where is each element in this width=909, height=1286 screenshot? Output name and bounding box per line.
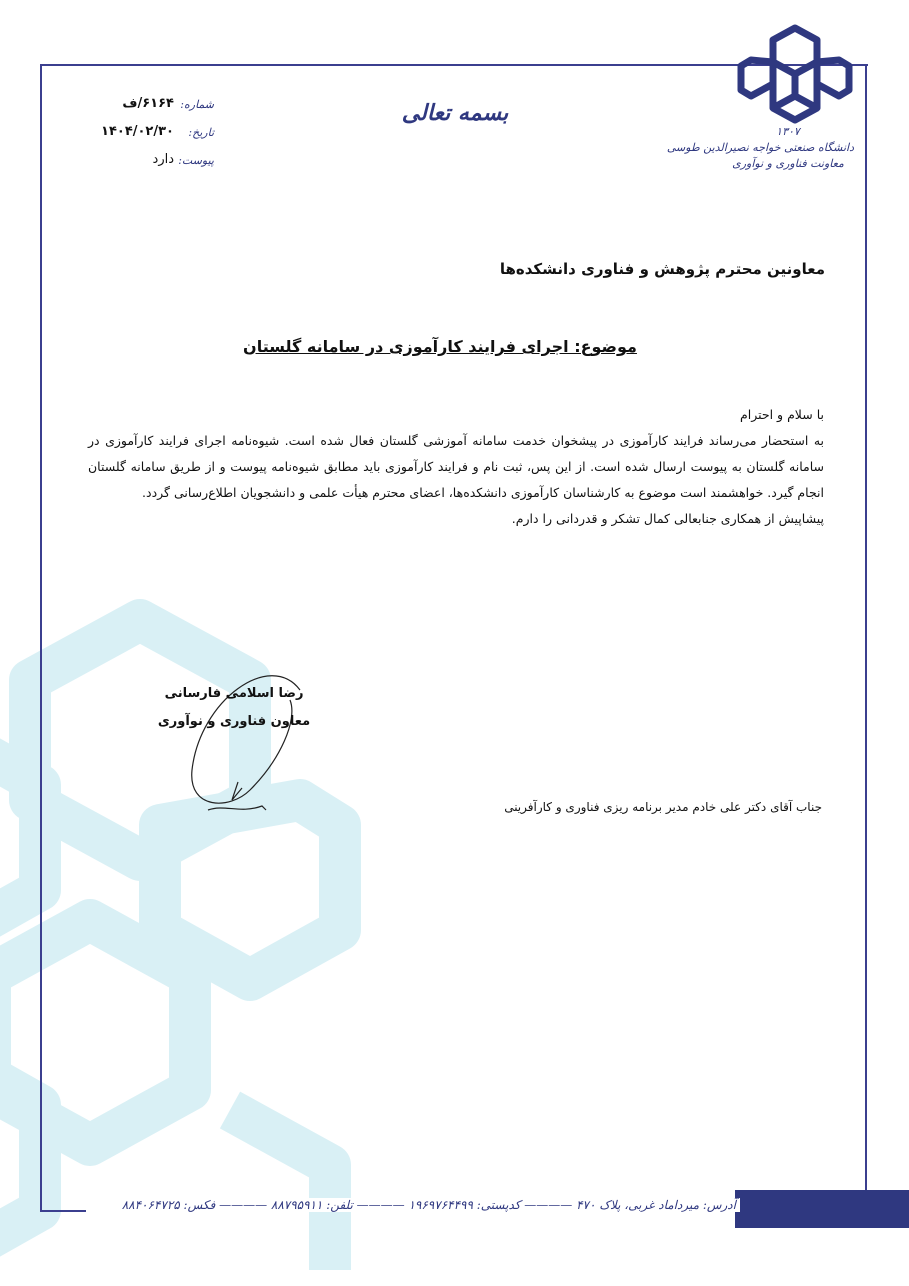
letter-number-label: شماره: [180,98,214,111]
founding-year: ۱۳۰۷ [776,125,800,138]
closing-paragraph: پیشاپیش از همکاری جنابعالی کمال تشکر و قدردانی را دارم. [511,511,824,526]
attachment-row [96,152,214,176]
bismillah-heading: بسمه تعالی [401,100,509,126]
institute-name-block [666,124,854,172]
letter-number-row [96,96,214,120]
signatory-title: معاون فناوری و نوآوری [157,714,311,729]
signatory-block [150,680,318,736]
letter-date-row [96,124,214,148]
subject-line [240,337,640,356]
university-logo-icon [735,22,855,124]
frame-left-border [40,64,42,1212]
signatory-name: رضا اسلامی فارسانی [164,686,304,701]
department-name: معاونت فناوری و نوآوری [732,157,844,170]
footer-color-block [735,1190,909,1228]
cc-line: جناب آقای دکتر علی خادم مدیر برنامه ریزی فناوری و کارآفرینی [504,800,822,814]
attachment-label: پیوست: [178,154,214,167]
letter-date-label: تاریخ: [188,126,214,139]
letter-date-value: ۱۴۰۴/۰۲/۳۰ [101,124,174,139]
university-name: دانشگاه صنعتی خواجه نصیرالدین طوسی [666,141,854,154]
footer-contact-info: آدرس: میرداماد غربی، پلاک ۴۷۰ ———— کدپستی: ۱۹۶۹۷۶۴۴۹۹ ———— تلفن: ۸۸۷۹۵۹۱۱ ———— فکس: ۸۸۴۰۶۴۷۲۵ [86,1198,740,1212]
subject-text: موضوع: اجرای فرایند کارآموزی در سامانه گلستان [243,337,637,356]
letter-number-value: ۶۱۶۴/ف [122,96,174,111]
body-paragraph: به استحضار می‌رساند فرایند کارآموزی در پیشخوان خدمت سامانه آموزشی گلستان فعال شده است. شیوه‌نامه اجرای فرایند کارآموزی در سامانه گلستان به پیوست ارسال شده است. از این پس، ثبت نام و فرایند کارآموزی باید مطابق شیوه‌نامه پیوست و از طریق سامانه گلستان انجام گیرد. خواهشمند است موضوع به کارشناسان کارآموزی دانشکده‌ها، اعضای محترم هیأت علمی و دانشجویان اطلاع‌رسانی گردد. [88,433,824,500]
frame-right-border [865,64,867,1190]
attachment-value: دارد [152,152,174,167]
greeting: با سلام و احترام [740,407,824,422]
recipient-line: معاونین محترم پژوهش و فناوری دانشکده‌ها [499,260,825,278]
letter-body [88,402,824,532]
